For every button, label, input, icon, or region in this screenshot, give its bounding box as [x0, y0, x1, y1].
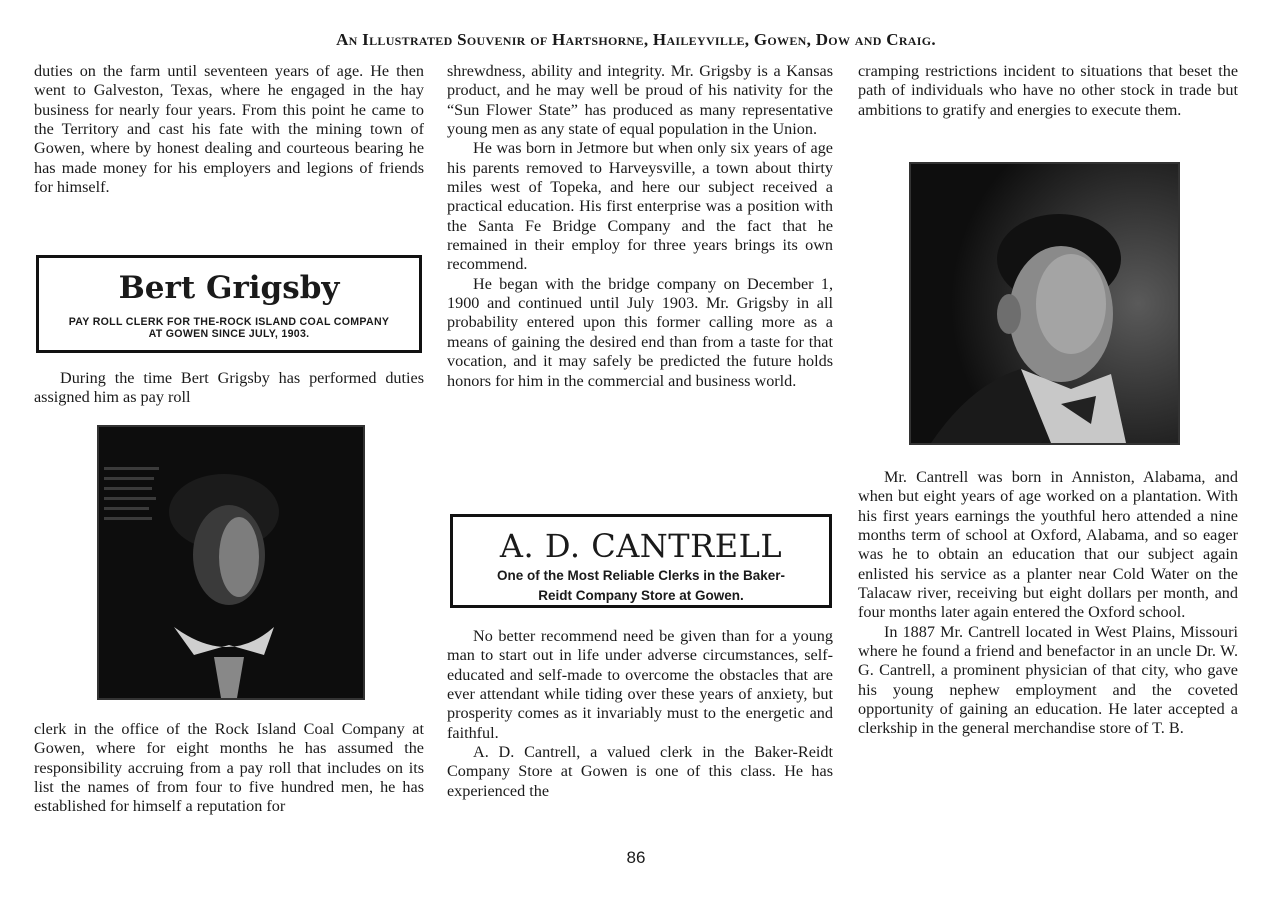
paragraph-grigsby-2: clerk in the office of the Rock Island Coal Company at Gowen, where for eight months he has assumed the responsibility accruing from a pay roll that includes on its list the names of from four to five hundred men, he has established for himself a reputation for	[34, 720, 424, 816]
cantrell-photo	[909, 162, 1180, 445]
paragraph-cantrell-4: Mr. Cantrell was born in Anniston, Alabama, and when but eight years of age worked on a plantation. With his first years earnings the youthful hero attended a nine months term of school at Oxford, Alabama, and so eager was he to obtain an education that our subject again enlisted his service as a planter near Cold Water on the Talacaw river, receiving but eight dollars per month, and four months later again entered the Oxford school.	[858, 468, 1238, 622]
column-3	[858, 62, 1238, 120]
column-2	[447, 62, 833, 391]
bert-grigsby-photo	[97, 425, 365, 700]
bert-grigsby-subtitle-2: AT GOWEN SINCE JULY, 1903.	[148, 328, 310, 340]
bert-grigsby-title-box	[36, 255, 422, 353]
column-2-lower	[447, 627, 833, 801]
paragraph-cantrell-3: cramping restrictions incident to situations that beset the path of individuals who have no other stock in trade but ambitions to gratify and energies to execute them.	[858, 62, 1238, 119]
bert-grigsby-name: Bert Grigsby	[118, 270, 340, 306]
page-number: 86	[626, 848, 646, 867]
paragraph-grigsby-1: During the time Bert Grigsby has performed duties assigned him as pay roll	[34, 369, 424, 407]
column-3-lower	[858, 468, 1238, 739]
cantrell-title-box	[450, 514, 832, 608]
paragraph-intro: duties on the farm until seventeen years of age. He then went to Galveston, Texas, where he engaged in the hay business for nearly four years. From this point he came to the Territory and cast his fate with the mining town of Gowen, where by honest dealing and courteous bearing he has made money for his employers and legions of friends for himself.	[34, 62, 424, 197]
cantrell-subtitle-2: Reidt Company Store at Gowen.	[538, 588, 744, 603]
column-1	[34, 62, 424, 197]
paragraph-cantrell-1: No better recommend need be given than for a young man to start out in life under adverse circumstances, self-educated and self-made to overcome the obstacles that are ever attendant while tiding over these years of anxiety, but prosperity comes as it invariably must to the energetic and faithful.	[447, 627, 833, 742]
cantrell-name: A. D. CANTRELL	[499, 527, 783, 565]
paragraph-cantrell-5: In 1887 Mr. Cantrell located in West Plains, Missouri where he found a friend and benefactor in an uncle Dr. W. G. Cantrell, a prominent physician of that city, who gave his young nephew employment and the coveted opportunity of gaining an education. He later accepted a clerkship in the general merchandise store of T. B.	[858, 622, 1238, 738]
paragraph-grigsby-5: He began with the bridge company on December 1, 1900 and continued until July 1903. Mr. Grigsby in all probability entered upon this former calling more as a means of gaining the desired end than from a taste for that vocation, and it may safely be predicted the future holds honors for him in the commercial and business world.	[447, 274, 833, 390]
bert-grigsby-subtitle-1: PAY ROLL CLERK FOR THE-ROCK ISLAND COAL COMPANY	[68, 316, 390, 328]
running-header: An Illustrated Souvenir of Hartshorne, Haileyville, Gowen, Dow and Craig.	[336, 30, 936, 49]
portrait-image	[99, 427, 363, 698]
paragraph-grigsby-4: He was born in Jetmore but when only six years of age his parents removed to Harveysville, a town about thirty miles west of Topeka, and here our subject received a practical education. His first enterprise was a position with the Santa Fe Bridge Company and the fact that he remained in their employ for three years brings its own recommend.	[447, 139, 833, 274]
paragraph-cantrell-2: A. D. Cantrell, a valued clerk in the Baker-Reidt Company Store at Gowen is one of this class. He has experienced the	[447, 743, 833, 800]
portrait-image	[911, 164, 1178, 443]
cantrell-subtitle-1: One of the Most Reliable Clerks in the Baker-	[496, 568, 786, 583]
paragraph-grigsby-3: shrewdness, ability and integrity. Mr. Grigsby is a Kansas product, and he may well be proud of his nativity for the “Sun Flower State” has produced as many representative young men as any state of equal population in the Union.	[447, 62, 833, 139]
